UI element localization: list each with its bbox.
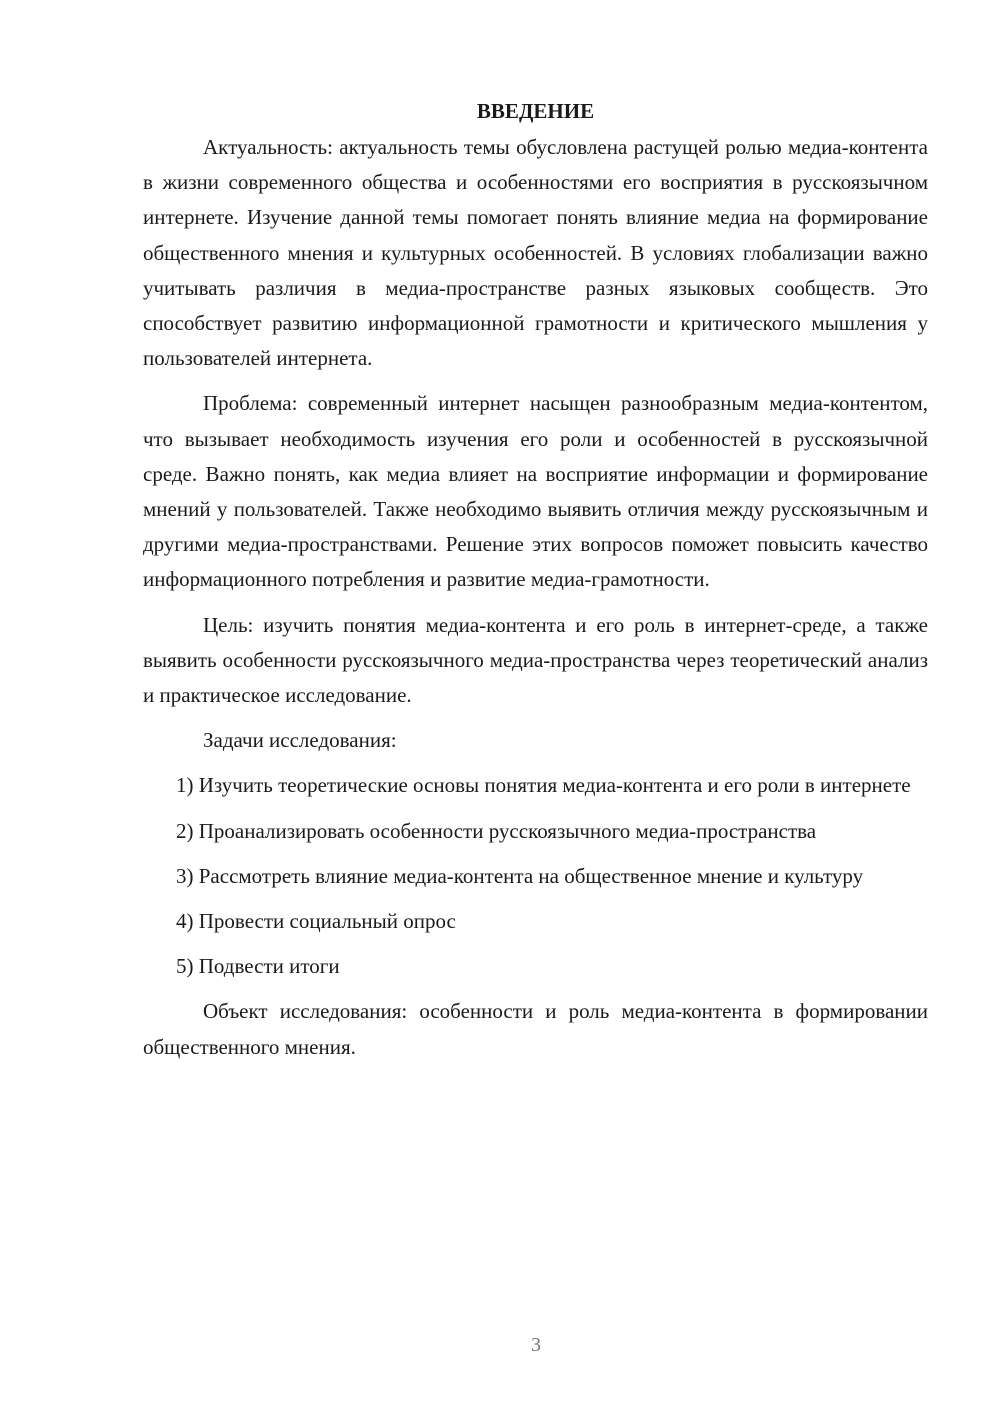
task-item-3: 3) Рассмотреть влияние медиа-контента на общественное мнение и культуру	[176, 863, 864, 888]
document-page	[143, 94, 928, 1075]
problem-paragraph: Проблема: современный интернет насыщен разнообразным медиа-контентом, что вызывает необходимость изучения его роли и особенностей в русскоязычной среде. Важно понять, как медиа влияет на восприятие информации и формирование мнений у пользователей. Также необходимо выявить отличия между русскоязычным и другими медиа-пространствами. Решение этих вопросов поможет повысить качество информационного потребления и развитие медиа-грамотности.	[143, 391, 928, 592]
task-item-5: 5) Подвести итоги	[176, 954, 340, 979]
relevance-paragraph: Актуальность: актуальность темы обусловлена растущей ролью медиа-контента в жизни современного общества и особенностями его восприятия в русскоязычном интернете. Изучение данной темы помогает понять влияние медиа на формирование общественного мнения и культурных особенностей. В условиях глобализации важно учитывать различия в медиа-пространстве разных языковых сообществ. Это способствует развитию информационной грамотности и критического мышления у пользователей интернета.	[143, 135, 928, 371]
page-title: ВВЕДЕНИЕ	[476, 99, 595, 123]
task-item-2: 2) Проанализировать особенности русскоязычного медиа-пространства	[176, 818, 817, 843]
goal-paragraph: Цель: изучить понятия медиа-контента и его роль в интернет-среде, а также выявить особенности русскоязычного медиа-пространства через теоретический анализ и практическое исследование.	[143, 612, 928, 708]
task-item-4: 4) Провести социальный опрос	[176, 909, 456, 934]
page-number: 3	[531, 1334, 541, 1356]
task-item-1: 1) Изучить теоретические основы понятия медиа-контента и его роли в интернете	[176, 773, 911, 798]
object-paragraph: Объект исследования: особенности и роль медиа-контента в формировании общественного мнения.	[143, 999, 928, 1059]
tasks-heading: Задачи исследования:	[203, 728, 397, 753]
